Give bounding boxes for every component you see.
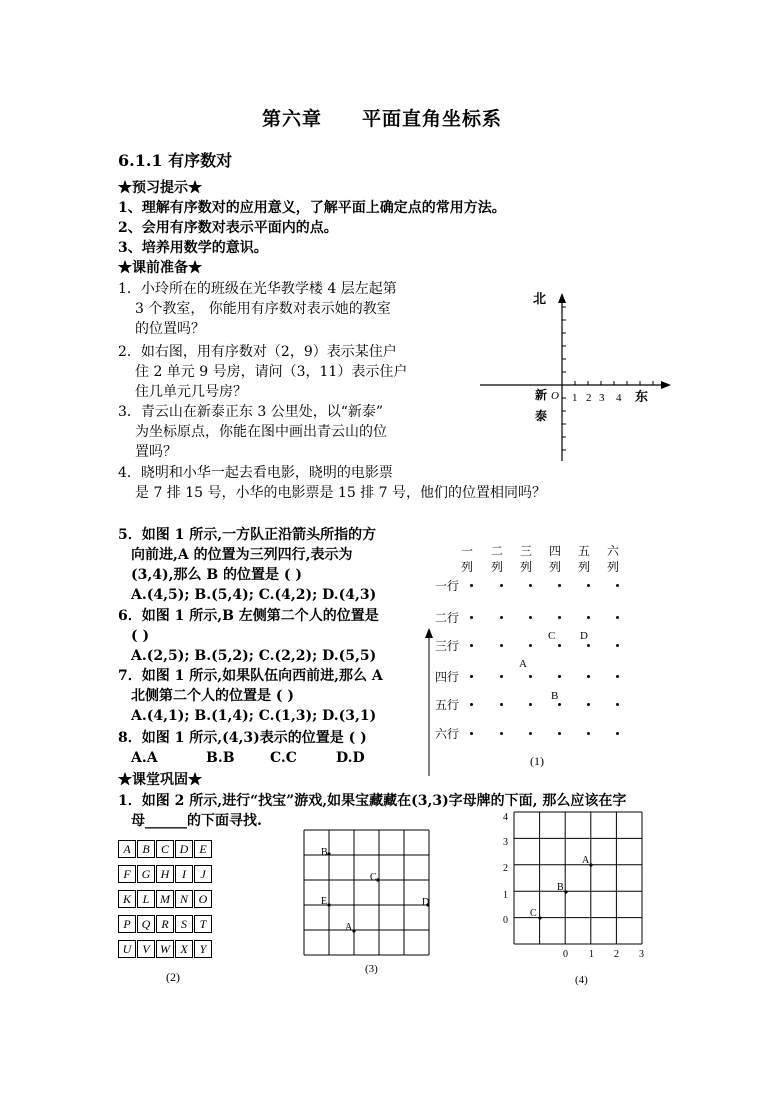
question-line: 1．小玲所在的班级在光华教学楼 4 层左起第 [118, 281, 397, 297]
east-label: 东 [635, 389, 649, 404]
letter-card: W [156, 940, 174, 958]
letter-card: R [156, 915, 174, 933]
question-8 [118, 728, 367, 748]
point-label-b: B [557, 882, 564, 893]
question-4 [118, 463, 546, 503]
column-header: 六 [607, 544, 620, 558]
question-3 [118, 402, 387, 462]
origin-label: O [551, 390, 559, 402]
formation-dot [470, 644, 473, 647]
preview-heading: ★预习提示★ [118, 180, 202, 196]
formation-dot [558, 644, 561, 647]
formation-dot [470, 584, 473, 587]
x-tick: 3 [639, 949, 644, 960]
question-line: 3．青云山在新泰正东 3 公里处，以“新泰” [118, 404, 384, 420]
preview-item: 1、理解有序数对的应用意义，了解平面上确定点的常用方法。 [118, 200, 506, 216]
point-label-b: B [321, 847, 328, 858]
question-line: 5．如图 1 所示,一方队正沿箭头所指的方 [118, 527, 377, 543]
tick-label: 3 [599, 392, 605, 404]
section-title: 6.1.1 有序数对 [118, 151, 233, 170]
letter-card: B [137, 840, 155, 858]
formation-dot [470, 703, 473, 706]
letter-card: H [156, 865, 174, 883]
question-5 [118, 525, 376, 605]
column-header: 列 [549, 560, 562, 574]
formation-dot [558, 675, 561, 678]
point-label-c: C [548, 630, 556, 642]
formation-dot [500, 584, 503, 587]
row-label: 三行 [435, 639, 460, 653]
formation-dot [558, 732, 561, 735]
letter-card: I [175, 865, 193, 883]
formation-dot [616, 584, 619, 587]
question-line: 3 个教室， 你能用有序数对表示她的教室 [135, 301, 391, 317]
row-label: 四行 [435, 670, 460, 684]
row-label: 一行 [435, 579, 460, 593]
x-tick: 0 [563, 949, 568, 960]
formation-dot [616, 644, 619, 647]
formation-dot [529, 644, 532, 647]
formation-dot [529, 703, 532, 706]
question-line: 7．如图 1 所示,如果队伍向西前进,那么 A [118, 668, 383, 684]
formation-dot [587, 675, 590, 678]
letter-card: M [156, 890, 174, 908]
question-line: 4．晓明和小华一起去看电影，晓明的电影票 [118, 465, 393, 481]
letter-card: L [137, 890, 155, 908]
formation-dot [558, 703, 561, 706]
tick-label: 2 [586, 392, 592, 404]
question-2 [118, 342, 407, 402]
figure-caption: (3) [365, 963, 378, 975]
figure-2 [118, 840, 228, 990]
preview-item: 3、培养用数学的意识。 [118, 240, 268, 256]
axis-figure [475, 285, 685, 465]
q8-option-b: B.B [206, 750, 235, 766]
options: A.(2,5); B.(5,2); C.(2,2); D.(5,5) [131, 648, 377, 664]
point-label-b: B [551, 690, 559, 702]
tai-label: 泰 [535, 409, 548, 423]
letter-card: X [175, 940, 193, 958]
point-label-d: D [580, 630, 588, 642]
formation-dot [587, 584, 590, 587]
y-tick: 2 [503, 863, 508, 874]
q8-option-a: A.A [131, 750, 158, 766]
xin-label: 新 [535, 388, 548, 402]
y-tick: 3 [503, 837, 508, 848]
figure-caption: (2) [166, 970, 180, 984]
letter-card: S [175, 915, 193, 933]
formation-dot [587, 732, 590, 735]
formation-dot [616, 616, 619, 619]
letter-card: N [175, 890, 193, 908]
letter-card: E [194, 840, 212, 858]
row-label: 五行 [435, 698, 460, 712]
question-line: 北侧第二个人的位置是 ( ) [131, 688, 294, 704]
question-line: 置吗？ [135, 444, 177, 460]
column-header: 列 [607, 560, 620, 574]
preview-item: 2、会用有序数对表示平面内的点。 [118, 220, 338, 236]
column-header: 列 [461, 560, 474, 574]
point-label-c: C [370, 872, 377, 883]
letter-card: P [118, 915, 136, 933]
column-header: 列 [520, 560, 533, 574]
formation-dot [616, 732, 619, 735]
column-header: 二 [491, 544, 504, 558]
point-label-d: D [422, 897, 430, 908]
question-line: 8．如图 1 所示,(4,3)表示的位置是 ( ) [118, 730, 367, 746]
formation-dot [470, 616, 473, 619]
q8-option-c: C.C [270, 750, 297, 766]
question-line: ( ) [131, 628, 150, 644]
page-title: 第六章 平面直角坐标系 [262, 108, 503, 130]
x-tick: 1 [589, 949, 594, 960]
column-header: 列 [491, 560, 504, 574]
formation-dot [500, 675, 503, 678]
question-line: 住几单元几号房？ [135, 384, 247, 400]
letter-card: C [156, 840, 174, 858]
formation-dot [529, 732, 532, 735]
question-line: 住 2 单元 9 号房，请问（3，11）表示住户 [135, 364, 408, 380]
letter-card: J [194, 865, 212, 883]
formation-dot [558, 584, 561, 587]
letter-card: F [118, 865, 136, 883]
row-label: 二行 [435, 611, 460, 625]
y-tick: 1 [503, 890, 508, 901]
formation-dot [500, 616, 503, 619]
formation-dot [529, 616, 532, 619]
question-line: 2．如右图，用有序数对（2，9）表示某住户 [118, 344, 397, 360]
figure-4 [495, 808, 655, 993]
question-line: 是 7 排 15 号，小华的电影票是 15 排 7 号，他们的位置相同吗？ [135, 485, 547, 501]
question-line: 的位置吗？ [135, 321, 205, 337]
column-header: 四 [549, 544, 562, 558]
figure-3 [300, 826, 440, 976]
question-7 [118, 666, 383, 726]
question-line: 向前进,A 的位置为三列四行,表示为 [131, 547, 353, 563]
q8-option-d: D.D [336, 750, 365, 766]
figure-caption: (1) [530, 754, 544, 768]
formation-dot [470, 732, 473, 735]
row-label: 六行 [435, 727, 460, 741]
x-tick: 2 [614, 949, 619, 960]
figure-1 [430, 540, 640, 775]
formation-dot [616, 703, 619, 706]
letter-card: Q [137, 915, 155, 933]
formation-dot [500, 703, 503, 706]
consolidate-heading: ★课堂巩固★ [118, 772, 202, 788]
consolidate-q1: 1．如图 2 所示,进行“找宝”游戏,如果宝藏藏在(3,3)字母牌的下面, 那么应该在字 [118, 793, 627, 809]
formation-dot [558, 616, 561, 619]
question-6 [118, 606, 379, 666]
y-tick: 0 [503, 915, 508, 926]
point-label-a: A [582, 855, 590, 866]
prep-heading: ★课前准备★ [118, 260, 202, 276]
formation-dot [587, 616, 590, 619]
formation-dot [587, 644, 590, 647]
letter-card: O [194, 890, 212, 908]
point-label-a: A [519, 658, 527, 670]
letter-card: U [118, 940, 136, 958]
options: A.(4,1); B.(1,4); C.(1,3); D.(3,1) [131, 708, 377, 724]
north-label: 北 [533, 291, 547, 306]
letter-card: A [118, 840, 136, 858]
letter-card: G [137, 865, 155, 883]
y-tick: 4 [503, 812, 508, 823]
question-line: 6．如图 1 所示,B 左侧第二个人的位置是 [118, 608, 379, 624]
point-label-e: E [321, 896, 328, 907]
column-header: 三 [520, 544, 533, 558]
figure-caption: (4) [575, 974, 588, 986]
letter-card: Y [194, 940, 212, 958]
question-1 [118, 279, 397, 339]
forward-arrow [423, 628, 435, 778]
options: A.(4,5); B.(5,4); C.(4,2); D.(4,3) [131, 587, 377, 603]
formation-dot [587, 703, 590, 706]
formation-dot [529, 584, 532, 587]
letter-card: T [194, 915, 212, 933]
letter-card: K [118, 890, 136, 908]
point-label-c: C [530, 908, 537, 919]
tick-label: 4 [616, 392, 622, 404]
formation-dot [500, 732, 503, 735]
letter-card: D [175, 840, 193, 858]
formation-dot [500, 644, 503, 647]
formation-dot [529, 675, 532, 678]
letter-card: V [137, 940, 155, 958]
consolidate-q1-line2: 母______的下面寻找. [131, 813, 262, 829]
formation-dot [470, 675, 473, 678]
column-header: 一 [461, 544, 474, 558]
point-label-a: A [345, 922, 353, 933]
question-line: (3,4),那么 B 的位置是 ( ) [131, 567, 303, 583]
column-header: 列 [578, 560, 591, 574]
formation-dot [616, 675, 619, 678]
column-header: 五 [578, 544, 591, 558]
question-line: 为坐标原点，你能在图中画出青云山的位 [135, 424, 387, 440]
tick-label: 1 [572, 392, 578, 404]
